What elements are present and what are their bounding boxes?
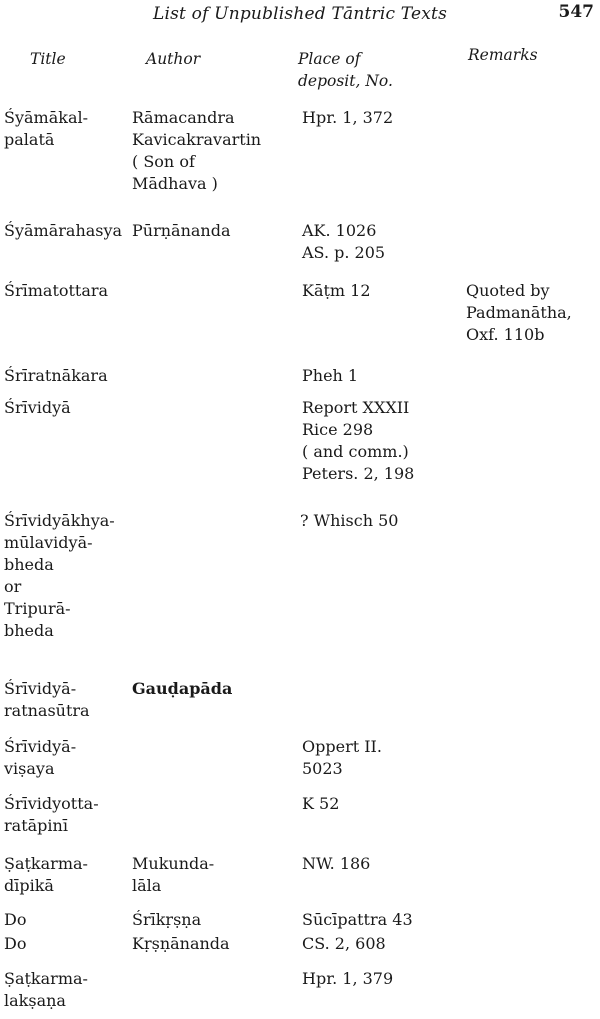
entry-author: [132, 853, 214, 897]
entry-title: [4, 107, 88, 151]
entry-title-line: Śrīvidyā-: [4, 679, 77, 698]
entry-title: [4, 397, 71, 419]
entry-title-line: or: [4, 577, 22, 596]
entry-place: [302, 853, 370, 875]
column-header-author: Author: [146, 50, 201, 68]
entry-place-line: Peters. 2, 198: [302, 464, 415, 483]
entry-place-line: AS. p. 205: [302, 243, 386, 262]
column-header-place-line: deposit, No.: [298, 72, 393, 90]
entry-place: [300, 510, 398, 532]
entry-place-line: Rice 298: [302, 420, 374, 439]
entry-title-line: ratāpinī: [4, 816, 68, 835]
entry-place-line: Hpr. 1, 379: [302, 969, 394, 988]
entry-place: [302, 280, 371, 302]
entry-place-line: Pheh 1: [302, 366, 359, 385]
entry-title-line: Ṣaṭkarma-: [4, 969, 88, 988]
entry-title-line: lakṣaṇa: [4, 991, 66, 1010]
entry-title: [4, 968, 88, 1012]
entry-title-line: bheda: [4, 621, 54, 640]
column-header-place-line: Place of: [298, 50, 361, 68]
entry-title-line: Śrīratnākara: [4, 366, 108, 385]
entry-place-line: Hpr. 1, 372: [302, 108, 394, 127]
entry-place-line: Sūcīpattra 43: [302, 910, 413, 929]
entry-title: [4, 933, 26, 955]
page-header-title: List of Unpublished Tāntric Texts: [152, 4, 448, 24]
entry-title: [4, 365, 108, 387]
column-header-place: [298, 48, 393, 92]
entry-place: [302, 793, 339, 815]
entry-title: [4, 510, 115, 642]
entry-author: [132, 678, 232, 700]
entry-place: [302, 933, 386, 955]
entry-title-line: dīpikā: [4, 876, 54, 895]
entry-place: [302, 220, 385, 264]
entry-author: [132, 909, 201, 931]
entry-title: [4, 678, 90, 722]
entry-place: [302, 736, 382, 780]
entry-place: [302, 107, 393, 129]
entry-place-line: ? Whisch 50: [300, 511, 399, 530]
entry-title-line: viṣaya: [4, 759, 55, 778]
entry-place: [302, 365, 358, 387]
entry-title-line: Do: [4, 910, 27, 929]
entry-remarks: [466, 280, 572, 346]
entry-author-line: Gauḍapāda: [132, 679, 233, 698]
column-header-title: Title: [30, 50, 66, 68]
entry-author-line: Mādhava ): [132, 174, 218, 193]
entry-place: [302, 397, 414, 485]
entry-author: [132, 220, 231, 242]
entry-author-line: Rāmacandra: [132, 108, 235, 127]
entry-author-line: ( Son of: [132, 152, 195, 171]
entry-author: [132, 933, 230, 955]
entry-title-line: Śyāmākal-: [4, 108, 89, 127]
entry-title: [4, 793, 99, 837]
entry-place-line: AK. 1026: [302, 221, 377, 240]
entry-remarks-line: Padmanātha,: [466, 303, 572, 322]
entry-title-line: Śrīvidyā-: [4, 737, 77, 756]
entry-author-line: Mukunda-: [132, 854, 215, 873]
entry-place-line: Oppert II.: [302, 737, 382, 756]
entry-place-line: CS. 2, 608: [302, 934, 386, 953]
entry-title-line: mūlavidyā-: [4, 533, 93, 552]
entry-title-line: Śrīmatottara: [4, 281, 109, 300]
page-number: 547: [558, 2, 594, 22]
entry-place-line: Report XXXII: [302, 398, 410, 417]
entry-author-line: Kavicakravartin: [132, 130, 262, 149]
entry-title-line: Ṣaṭkarma-: [4, 854, 88, 873]
entry-title: [4, 909, 26, 931]
entry-place-line: 5023: [302, 759, 343, 778]
entry-author-line: lāla: [132, 876, 162, 895]
entry-title-line: Śrīvidyotta-: [4, 794, 99, 813]
entry-author-line: Śrīkṛṣṇa: [132, 910, 202, 929]
entry-title-line: palatā: [4, 130, 55, 149]
entry-title: [4, 853, 88, 897]
entry-title-line: Śrīvidyākhya-: [4, 511, 115, 530]
entry-author: [132, 107, 261, 195]
entry-title-line: Śrīvidyā: [4, 398, 71, 417]
entry-title: [4, 280, 108, 302]
entry-title: [4, 736, 76, 780]
entry-title-line: Do: [4, 934, 27, 953]
entry-place-line: K 52: [302, 794, 340, 813]
entry-place-line: NW. 186: [302, 854, 371, 873]
entry-place-line: ( and comm.): [302, 442, 409, 461]
entry-title-line: Śyāmārahasya: [4, 221, 123, 240]
entry-title: [4, 220, 122, 242]
entry-place: [302, 909, 413, 931]
column-header-remarks: Remarks: [468, 46, 538, 64]
entry-place-line: Kāṭm 12: [302, 281, 371, 300]
entry-remarks-line: Oxf. 110b: [466, 325, 545, 344]
entry-place: [302, 968, 393, 990]
entry-title-line: bheda: [4, 555, 54, 574]
entry-title-line: ratnasūtra: [4, 701, 90, 720]
entry-author-line: Kṛṣṇānanda: [132, 934, 230, 953]
entry-remarks-line: Quoted by: [466, 281, 550, 300]
entry-title-line: Tripurā-: [4, 599, 71, 618]
entry-author-line: Pūrṇānanda: [132, 221, 231, 240]
